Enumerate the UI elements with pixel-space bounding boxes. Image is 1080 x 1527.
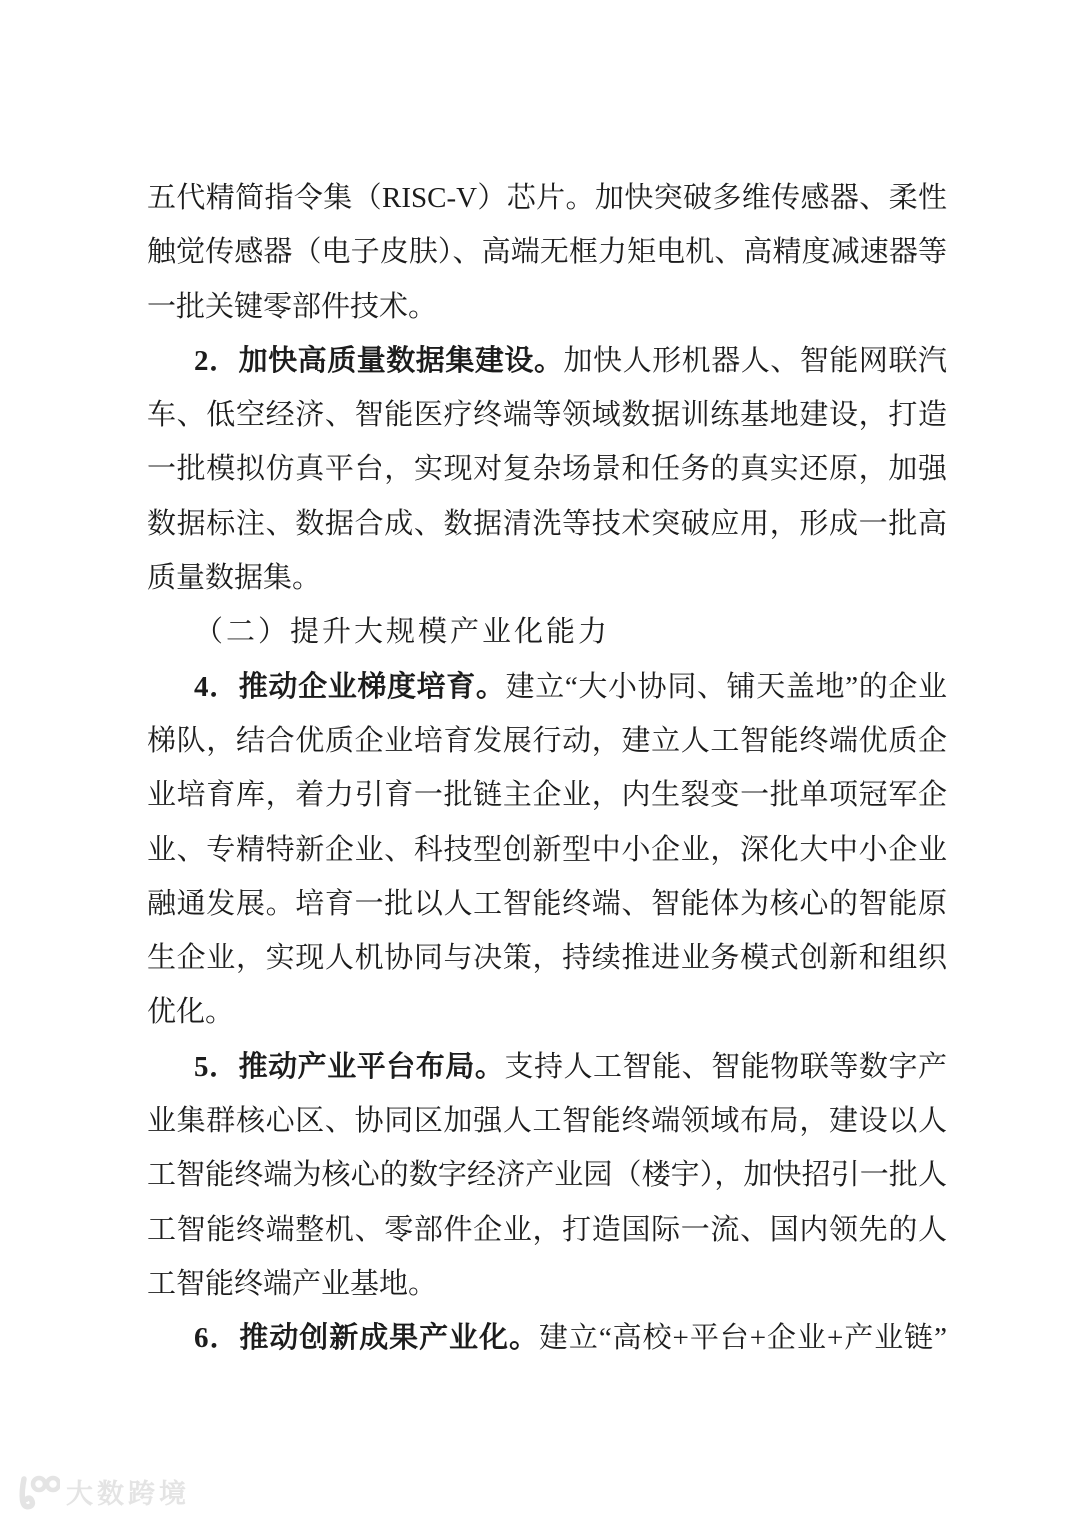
para-4-enterprise-cultivation [147, 660, 947, 1040]
text-line [147, 1148, 947, 1202]
body-text: 支持人工智能、智能物联等数字产 [504, 1050, 947, 1083]
body-text: （二）提升大规模产业化能力 [194, 616, 611, 649]
body-text: 梯队，结合优质企业培育发展行动，建立人工智能终端优质企 [147, 724, 947, 757]
text-line [147, 660, 947, 714]
para-6-innovation-industrialization [147, 1311, 947, 1365]
text-line [147, 1311, 947, 1365]
text-line [147, 985, 947, 1039]
body-text: 建立“大小协同、铺天盖地”的企业 [505, 670, 947, 703]
text-line [147, 1094, 947, 1148]
para-key-components [147, 171, 947, 334]
text-line [147, 388, 947, 442]
text-line [147, 931, 947, 985]
watermark [14, 1473, 190, 1515]
text-line [147, 551, 947, 605]
body-text: 生企业，实现人机协同与决策，持续推进业务模式创新和组织 [147, 942, 947, 975]
text-line [147, 768, 947, 822]
text-line [147, 823, 947, 877]
text-line [147, 877, 947, 931]
brand-logo-icon [14, 1473, 60, 1515]
section-heading-2 [147, 605, 947, 659]
text-line [147, 1040, 947, 1094]
watermark-brand-text: 大数跨境 [66, 1478, 190, 1509]
body-text: 一批关键零部件技术。 [147, 290, 438, 323]
bold-heading-text: 5．推动产业平台布局。 [194, 1050, 505, 1083]
text-line [147, 280, 947, 334]
body-text: 数据标注、数据合成、数据清洗等技术突破应用，形成一批高 [147, 507, 947, 540]
body-text: 工智能终端整机、零部件企业，打造国际一流、国内领先的人 [147, 1213, 947, 1246]
document-content [147, 171, 947, 1366]
body-text: 业、专精特新企业、科技型创新型中小企业，深化大中小企业 [147, 833, 947, 866]
bold-heading-text: 2．加快高质量数据集建设。 [194, 344, 564, 377]
para-2-high-quality-dataset [147, 334, 947, 605]
body-text: 加快人形机器人、智能网联汽 [563, 344, 947, 377]
text-line [147, 334, 947, 388]
text-line [147, 497, 947, 551]
text-line [147, 605, 947, 659]
body-text: 建立“高校+平台+企业+产业链” [538, 1322, 947, 1355]
text-line [147, 225, 947, 279]
body-text: 工智能终端产业基地。 [147, 1267, 438, 1300]
bold-heading-text: 4．推动企业梯度培育。 [194, 670, 506, 703]
body-text: 五代精简指令集（RISC-V）芯片。加快突破多维传感器、柔性 [147, 182, 947, 214]
body-text: 一批模拟仿真平台，实现对复杂场景和任务的真实还原，加强 [147, 453, 947, 486]
body-text: 工智能终端为核心的数字经济产业园（楼宇），加快招引一批人 [147, 1159, 947, 1192]
body-text: 车、低空经济、智能医疗终端等领域数据训练基地建设，打造 [147, 399, 947, 432]
body-text: 质量数据集。 [147, 562, 322, 595]
body-text: 业集群核心区、协同区加强人工智能终端领域布局，建设以人 [147, 1105, 947, 1138]
body-text: 融通发展。培育一批以人工智能终端、智能体为核心的智能原 [147, 887, 947, 920]
text-line [147, 1257, 947, 1311]
text-line [147, 1203, 947, 1257]
bold-heading-text: 6．推动创新成果产业化。 [194, 1322, 539, 1355]
text-line [147, 171, 947, 225]
body-text: 触觉传感器（电子皮肤）、高端无框力矩电机、高精度减速器等 [147, 236, 947, 269]
body-text: 优化。 [147, 996, 235, 1029]
body-text: 业培育库，着力引育一批链主企业，内生裂变一批单项冠军企 [147, 779, 947, 812]
para-5-industry-platform [147, 1040, 947, 1311]
text-line [147, 714, 947, 768]
text-line [147, 442, 947, 496]
